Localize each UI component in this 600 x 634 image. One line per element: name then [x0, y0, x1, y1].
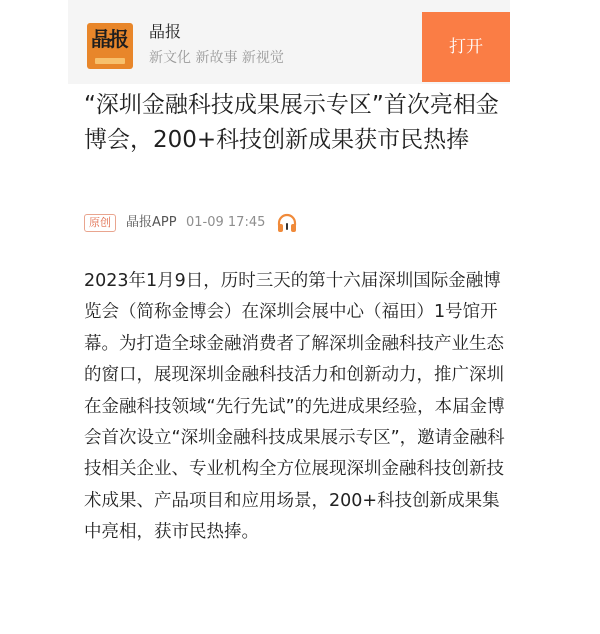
headphone-icon-graphic	[276, 212, 298, 234]
article-source[interactable]: 晶报APP	[126, 215, 177, 230]
original-badge: 原创	[84, 214, 116, 232]
publish-time: 01-09 17:45	[186, 215, 266, 230]
article-body: 2023年1月9日，历时三天的第十六届深圳国际金融博览会（简称金博会）在深圳会展中心（福田）1号馆开幕。为打造全球金融消费者了解深圳金融科技产业生态的窗口，展现深圳金融科技活力和创新动力，推广深圳在金融科技领域“先行先试”的先进成果经验，本届金博会首次设立“深圳金融科技成果展示专区”，邀请金融科技相关企业、专业机构全方位展现深圳金融科技创新技术成果、产品项目和应用场景，200+科技创新成果集中亮相，获市民热捧。	[84, 271, 505, 543]
app-download-banner	[68, 0, 510, 84]
app-slogan: 新文化 新故事 新视觉	[149, 50, 284, 66]
logo-text: 晶报	[91, 27, 127, 51]
logo-decoration	[95, 58, 125, 64]
open-app-button[interactable]: 打开	[422, 12, 510, 82]
app-name: 晶报	[149, 22, 182, 41]
article-meta	[84, 212, 444, 234]
app-logo	[87, 23, 133, 69]
article-title: “深圳金融科技成果展示专区”首次亮相金博会，200+科技创新成果获市民热捧	[84, 92, 499, 153]
headphone-icon[interactable]	[276, 212, 298, 234]
